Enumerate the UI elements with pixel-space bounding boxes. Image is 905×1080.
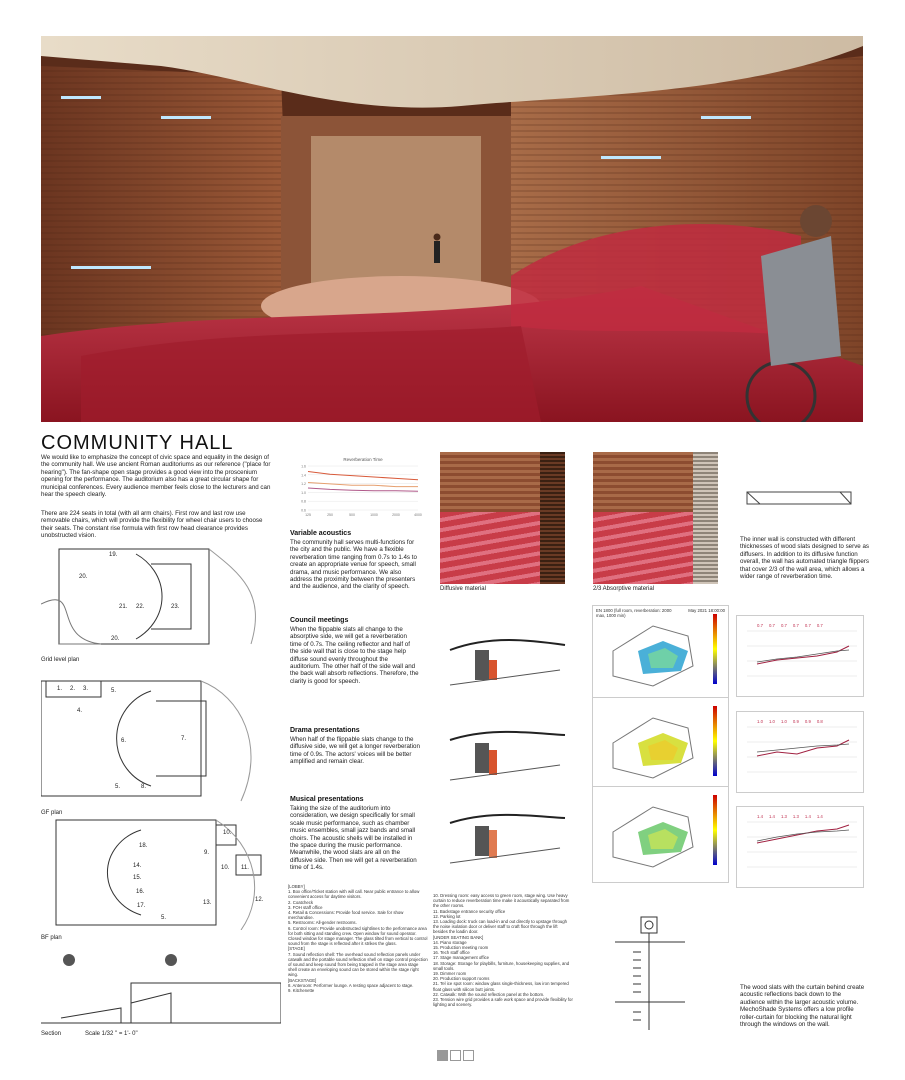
acoustic-map-music <box>592 786 729 883</box>
rt-values-drama <box>757 719 823 724</box>
acoustic-map-drama <box>592 697 729 794</box>
rt-value: 1.4 <box>757 814 763 819</box>
legend-item: [UNDER SEATING BANK] <box>433 934 484 940</box>
rt-value: 0.7 <box>768 623 775 628</box>
gf-label-6: 6. <box>121 738 127 744</box>
series-line-1 <box>308 472 418 480</box>
legend-right <box>433 893 573 1007</box>
page-title: COMMUNITY HALL <box>41 432 234 454</box>
council-section-diagram <box>440 630 570 690</box>
grid-plan-drawing <box>41 544 266 654</box>
section-label: Section <box>41 1031 62 1037</box>
rt-value: 0.7 <box>780 623 787 628</box>
scale-label: Scale 1/32 " = 1'- 0" <box>85 1031 138 1037</box>
rt-value: 0.7 <box>792 623 799 628</box>
legend-item: 7. Sound reflection shell: The overhead sound reflection panels under catwalk and the portable sound reflection shell on stage control projection of sound and keep sound from being trapped in the stage area stage shell create an enveloping sound can be stored within the stage right wing. <box>288 951 428 978</box>
diffusive-material-label: Diffusive material <box>440 586 486 592</box>
bf-label-15: 15. <box>133 875 142 881</box>
intro-paragraph-2: There are 224 seats in total (with all arm chairs). First row and last row use removable chairs, which will provide the flexibility for wheel chair users to choose their seats. The constant rise formula with first row head clearance provides unobstructed vision. <box>41 510 263 540</box>
x-tick-label: 500 <box>349 513 355 517</box>
rt-value: 1.3 <box>792 814 799 819</box>
legend-item: 18. Storage: Storage for playbills, furniture, housekeeping supplies, and small tools. <box>433 960 570 971</box>
rt-value: 1.0 <box>768 719 775 724</box>
gf-label-1: 1. <box>57 686 63 692</box>
series-line-3 <box>308 488 418 491</box>
legend-item: 17. Stage management office <box>433 955 490 961</box>
triangle-flipper-detail <box>745 488 855 508</box>
page-indicator <box>437 1050 474 1061</box>
legend-item: 6. Control room: Provide unobstructed sightlines to the performance area for both sitting and standing crew. Open window for sound operator. Closed window for stage manager. The glass tilted from vertical to control sound from the stage is reflected after it strikes the glass. <box>288 925 428 947</box>
legend-item: 13. Loading dock: truck can load-in and out directly to upstage through the noise isolation door or deliver staff to craft floor through the lift besides the loadin door. <box>433 919 568 935</box>
bf-label-5: 5. <box>161 915 167 921</box>
gf-label-4: 4. <box>77 708 83 714</box>
auditorium-illustration <box>41 36 863 422</box>
legend-item: 20. Production support rooms <box>433 976 490 982</box>
bf-label-10a: 10. <box>223 830 232 836</box>
chart-title: Reverberation Time <box>343 457 383 462</box>
rt-value: 1.4 <box>768 814 775 819</box>
legend-left <box>288 884 428 993</box>
wall-description: The inner wall is constructed with different thicknesses of wood slats designed to serve as diffusers. In addition to its diffusive function overall, the wall has automated triangle flippers that cover 2/3 of the wall area, which allows a wider range of reverberation time. <box>740 536 869 581</box>
gf-label-2: 2. <box>70 686 76 692</box>
grid-label-21: 21. <box>119 604 128 610</box>
reverberation-chart-svg <box>290 454 425 524</box>
bf-label-10b: 10. <box>221 865 230 871</box>
map-date: May 2021 18:00:00 <box>688 608 725 613</box>
legend-item: 3. FOH staff office <box>288 904 323 910</box>
legend-item: 8. Anteroom: Performer lounge. A resting space adjacent to stage. <box>288 982 414 988</box>
bf-label-13: 13. <box>203 900 212 906</box>
council-heading: Council meetings <box>290 617 349 624</box>
rt-value: 1.0 <box>780 719 787 724</box>
variable-acoustics-text: The community hall serves multi-functions for the city and the public. We have a flexible reverberation time ranging from 0.7s to 1.4s to create an appropriate venue for speech, small drama, and music performance. We also address the proximity between the presenters and the audience, and the clarity of speech. <box>290 539 417 591</box>
legend-item: 10. Dressing room: easy access to green room, stage wing. Use heavy curtain to reduce reverberation time make it acoustically separated from the other rooms. <box>433 893 570 909</box>
gf-label-3: 3. <box>83 686 89 692</box>
grid-label-23: 23. <box>171 604 180 610</box>
y-tick-label: 1.4 <box>301 473 306 478</box>
music-heading: Musical presentations <box>290 796 364 803</box>
grid-plan-label: Grid level plan <box>41 657 80 663</box>
rt-graph-music <box>736 806 864 888</box>
curtain-description: The wood slats with the curtain behind create acoustic reflections back down to the audience within the larger acoustic volume. MechoShade Systems offers a low profile roller-curtain for blocking the natural light through the windows on the wall. <box>740 984 865 1029</box>
grid-label-19: 19. <box>109 552 118 558</box>
gf-label-7: 7. <box>181 736 187 742</box>
diffusive-material-image <box>440 452 565 584</box>
bf-label-14: 14. <box>133 863 142 869</box>
y-tick-label: 0.6 <box>301 508 306 513</box>
legend-item: 16. Tech staff office <box>433 950 470 956</box>
curtain-wall-detail <box>615 912 685 1030</box>
x-tick-label: 2000 <box>392 513 400 517</box>
music-text: Taking the size of the auditorium into consideration, we design specifically for small scale music performance, such as chamber music ensembles, small jazz bands and small choirs. The acoustic shells will be installed in the space during the music performance. Meanwhile, the wood slats are all on the diffusive side. Then we will get a reverberation time of 1.4s. <box>290 805 417 872</box>
rt-value: 1.4 <box>804 814 811 819</box>
drama-heading: Drama presentations <box>290 727 360 734</box>
gf-plan-drawing <box>41 676 266 806</box>
legend-item: 21. Tel ice spot room: window glass single-thickness, low iron tempered float glass with silicon butt joints. <box>433 981 569 992</box>
y-tick-label: 1.6 <box>301 464 306 469</box>
rt-value: 0.7 <box>804 623 811 628</box>
section-drawing <box>41 948 281 1028</box>
x-tick-label: 4000 <box>414 513 422 517</box>
gf-plan <box>41 676 266 806</box>
bf-plan-drawing <box>41 815 266 930</box>
rt-graph-drama <box>736 711 864 793</box>
rt-values-music <box>757 814 823 819</box>
rt-value: 1.3 <box>780 814 787 819</box>
legend-item: 4. Retail & Concessions: Provide food service. Sale for show merchandise. <box>288 910 404 921</box>
map-header: EN 1800 (full room, reverberation: 2000 max, 1000 min) <box>596 608 672 619</box>
grid-level-plan <box>41 544 266 654</box>
absorptive-material-label: 2/3 Absorptive material <box>593 586 655 592</box>
y-tick-label: 1.0 <box>301 490 306 495</box>
bf-plan-label: BF plan <box>41 935 62 941</box>
hero-rendering <box>41 36 863 422</box>
page-dot-1[interactable] <box>437 1050 448 1061</box>
bf-label-17: 17. <box>137 903 146 909</box>
rt-graph-council <box>736 615 864 697</box>
y-tick-label: 1.2 <box>301 482 306 487</box>
legend-item: 11. Backstage entrance security office <box>433 908 506 914</box>
legend-item: [BACKSTAGE] <box>288 977 317 983</box>
x-tick-label: 250 <box>327 513 333 517</box>
rt-value: 0.7 <box>757 623 763 628</box>
bf-label-16: 16. <box>136 889 145 895</box>
bf-label-12: 12. <box>255 897 264 903</box>
page-dot-2[interactable] <box>450 1050 461 1061</box>
acoustic-map-council <box>592 605 729 702</box>
bf-label-18: 18. <box>139 843 148 849</box>
page-dot-3[interactable] <box>463 1050 474 1061</box>
gf-plan-label: GF plan <box>41 810 63 816</box>
council-text: When the flippable slats all change to the absorptive side, we will get a reverberation time of 0.7s. The ceiling reflector and half of the side wall that is close to the stage help diffuse sound evenly throughout the auditorium. The other half of the side wall and the back wall absorb reflections. Therefore, the clarity is good for speech. <box>290 626 419 685</box>
variable-acoustics-heading: Variable acoustics <box>290 530 352 537</box>
absorptive-material-image <box>593 452 718 584</box>
y-tick-label: 0.8 <box>301 499 306 504</box>
drama-text: When half of the flippable slats change to the diffusive side, we will get a longer reverberation time of 0.9s. The actors' voices will be better amplified and remain clear. <box>290 736 420 766</box>
bf-plan <box>41 815 266 930</box>
rt-value: 0.9 <box>804 719 811 724</box>
legend-item: 19. Dimmer room <box>433 971 467 977</box>
intro-paragraph-1: We would like to emphasize the concept of civic space and equality in the design of the community hall. We use ancient Roman auditoriums as our reference ("place for hearing"). The fan-shape open stage provides a good view into the proscenium opening for the performance. The auditorium also has a great circular shape for municipal conferences. Every audience member feels close to the lecturers and can hear the speech clearly. <box>41 454 271 499</box>
x-tick-label: 125 <box>305 513 311 517</box>
legend-item: 5. Restrooms: All-gender restrooms. <box>288 920 357 926</box>
legend-item: 9. Kitchenette <box>288 988 315 994</box>
legend-item: [LOBBY] <box>288 884 305 889</box>
legend-item: 1. Box office/Ticket station with will call. Near public entrance to allow convenient access for daytime visitors. <box>288 889 420 900</box>
rt-value: 0.9 <box>792 719 799 724</box>
drama-section-diagram <box>440 725 570 785</box>
grid-label-20a: 20. <box>79 574 88 580</box>
rt-value: 1.0 <box>757 719 763 724</box>
rt-value: 0.7 <box>816 623 823 628</box>
rt-values-council <box>757 623 823 628</box>
grid-label-22: 22. <box>136 604 145 610</box>
rt-value: 1.4 <box>816 814 823 819</box>
series-line-2 <box>308 483 418 487</box>
bf-label-9: 9. <box>204 850 210 856</box>
reverberation-chart <box>290 454 425 524</box>
legend-item: 15. Production meeting room <box>433 945 489 951</box>
legend-item: 2. Coatcheck <box>288 899 314 905</box>
x-tick-label: 1000 <box>370 513 378 517</box>
gf-label-5a: 5. <box>111 688 117 694</box>
bf-label-11: 11. <box>241 865 249 871</box>
grid-label-20b: 20. <box>111 636 120 642</box>
legend-item: 23. Tension wire grid provides a safe work space and provide flexibility for lighting and scenery. <box>433 997 573 1008</box>
legend-item: [STAGE] <box>288 946 305 952</box>
rt-value: 0.8 <box>816 719 823 724</box>
gf-label-5b: 5. <box>115 784 121 790</box>
legend-item: 14. Piano storage <box>433 939 467 945</box>
gf-label-8: 8. <box>141 784 147 790</box>
legend-item: 22. Catwalk: With the sound reflection panel at the bottom. <box>433 991 545 997</box>
legend-item: 12. Parking lot <box>433 913 461 919</box>
music-section-diagram <box>440 808 570 868</box>
